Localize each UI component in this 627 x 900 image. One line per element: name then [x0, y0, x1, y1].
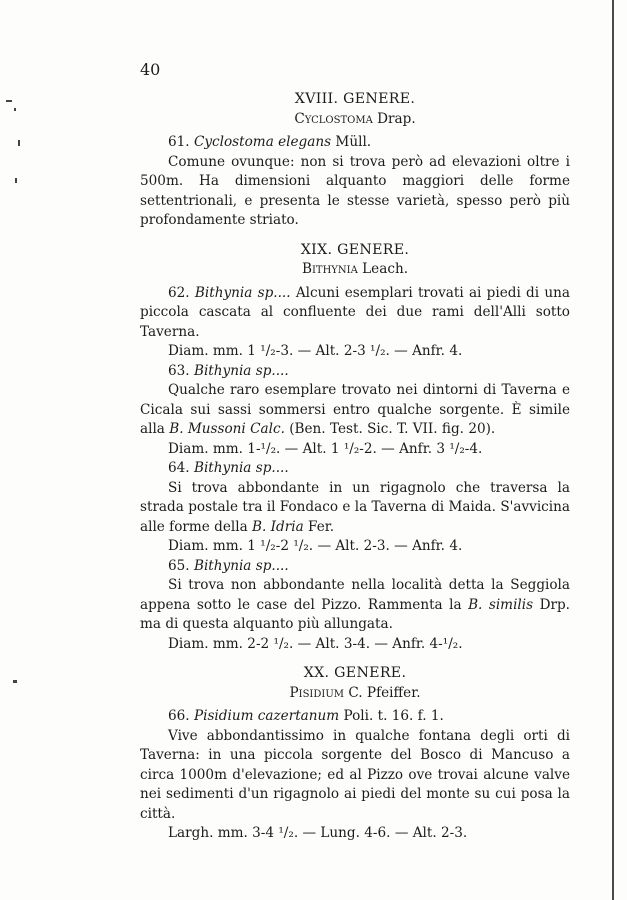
scan-mark [18, 140, 20, 146]
species-author: Müll. [335, 134, 372, 150]
genus-name: Bithynia [301, 261, 358, 277]
entry-text: Vive abbondantissimo in qualche fontana degli orti di Taverna: in una piccola sorgente del Bosco di Mancuso a circa 1000m d'elevazione; ed al Pizzo ove trovai alcune valve nei sedimenti d'un rigagnolo ai piedi del monte su cui posa la città. [140, 727, 570, 822]
entry-text [140, 381, 570, 440]
section-heading: XIX. GENERE. [300, 241, 410, 258]
scan-mark [14, 108, 16, 111]
species-author: Poli. t. 16. f. 1. [343, 708, 444, 724]
entry-number: 64. [168, 460, 190, 476]
genus-author: Drap. [377, 110, 416, 127]
page-body [140, 88, 570, 844]
reference-author: Fer. [308, 518, 335, 535]
species-name: Cyclostoma elegans [193, 134, 332, 150]
entry-number: 61. [168, 134, 190, 150]
entry-title [140, 459, 570, 479]
species-name: Pisidium cazertanum [193, 708, 340, 724]
reference-species: B. Mussoni Calc. [169, 421, 285, 437]
entry-text [140, 284, 570, 343]
entry-number: 63. [168, 362, 190, 379]
measurements: Diam. mm. 1-¹/₂. — Alt. 1 ¹/₂-2. — Anfr. 3 ¹/₂-4. [168, 440, 483, 457]
species-name: Bithynia sp.... [193, 460, 289, 476]
entry-title [140, 557, 570, 577]
entry-text: Comune ovunque: non si trova però ad elevazioni oltre i 500m. Ha dimensioni alquanto maggiori delle forme settentrionali, e presenta le stesse varietà, spesso però più profondamente striato. [140, 153, 570, 228]
scan-mark [15, 178, 17, 183]
section-heading: XX. GENERE. [303, 665, 407, 681]
scan-mark [13, 680, 17, 683]
entry-title [140, 133, 570, 153]
measurements: Largh. mm. 3-4 ¹/₂. — Lung. 4-6. — Alt. 2-3. [168, 825, 468, 841]
entry-text [140, 576, 570, 635]
measurements: Diam. mm. 1 ¹/₂-3. — Alt. 2-3 ¹/₂. — Anfr. 4. [168, 343, 463, 359]
reference-species: B. Idria [252, 518, 304, 535]
reference-citation: (Ben. Test. Sic. T. VII. fig. 20). [289, 421, 496, 437]
entry-description: Alcuni esemplari trovati ai piedi di una piccola cascata al confluente dei due rami dell'Alli sotto Taverna. [140, 284, 570, 340]
entry-description: Si trova abbondante in un rigagnolo che traversa la strada postale tra il Fondaco e la Taverna di Maida. S'avvicina alle forme della [140, 479, 570, 535]
species-name: Bithynia sp.... [193, 362, 289, 379]
entry-number: 66. [168, 708, 190, 724]
species-name: Bithynia sp.... [194, 284, 291, 301]
section-heading: XVIII. GENERE. [294, 91, 416, 107]
species-name: Bithynia sp.... [193, 557, 289, 574]
entry-description: Si trova non abbondante nella località detta la Seggiola appena sotto le case del Pizzo. Rammenta la [140, 577, 570, 613]
genus-author: Leach. [362, 261, 409, 277]
reference-comment: Drp. ma di questa alquanto più allungata. [140, 596, 570, 632]
genus-name: Cyclostoma [294, 110, 373, 127]
entry-number: 65. [168, 557, 190, 574]
measurements: Diam. mm. 1 ¹/₂-2 ¹/₂. — Alt. 2-3. — Anfr. 4. [168, 538, 463, 554]
entry-description: Qualche raro esemplare trovato nei dintorni di Taverna e Cicala sui sassi sommersi entro qualche sorgente. È simile alla [140, 382, 570, 437]
genus-line [140, 110, 570, 130]
measurements: Diam. mm. 2-2 ¹/₂. — Alt. 3-4. — Anfr. 4-¹/₂. [168, 635, 463, 652]
entry-number: 62. [168, 284, 190, 301]
genus-name: Pisidium [289, 684, 345, 701]
reference-species: B. similis [468, 596, 534, 613]
page-number: 40 [140, 60, 161, 79]
entry-title [140, 707, 570, 727]
entry-title [140, 362, 570, 382]
scan-mark [6, 100, 12, 102]
genus-line [140, 684, 570, 704]
page-edge-rule [612, 0, 614, 900]
genus-author: C. Pfeiffer. [348, 684, 421, 701]
genus-line [140, 260, 570, 280]
entry-text [140, 479, 570, 538]
